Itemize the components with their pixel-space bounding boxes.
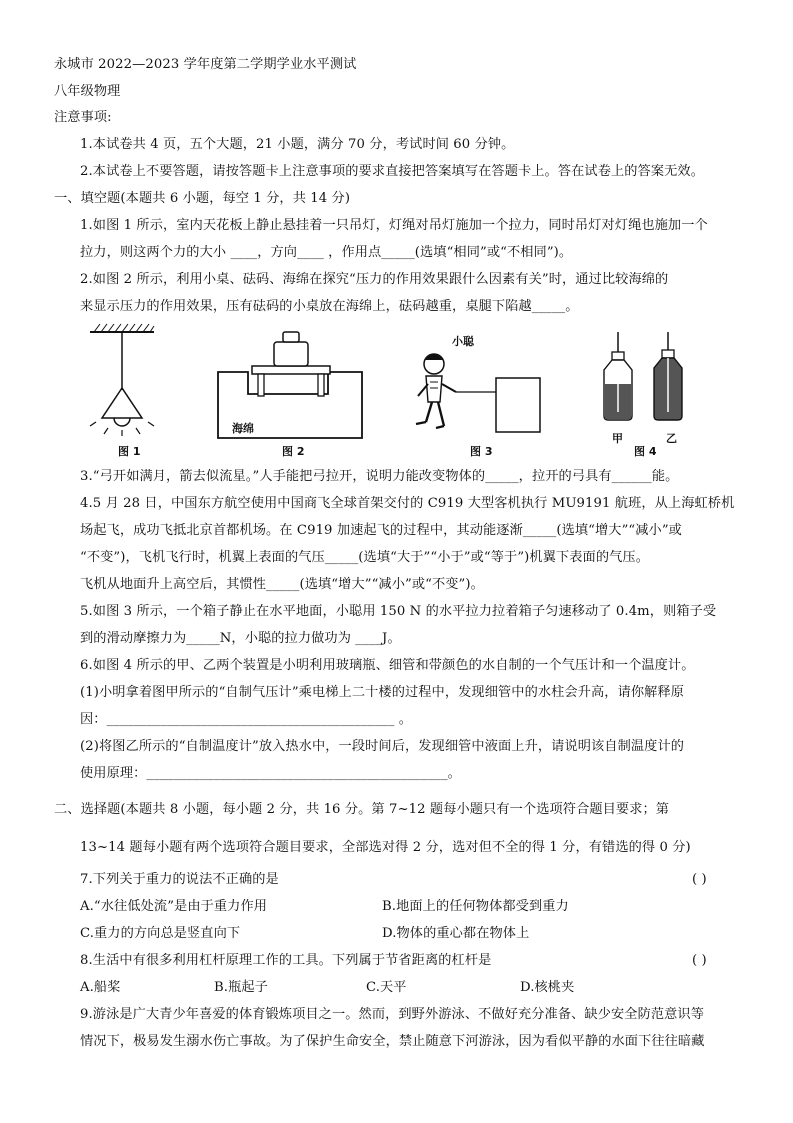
exam-title: 永城市 2022—2023 学年度第二学期学业水平测试 xyxy=(54,57,357,72)
figure3-caption: 图 3 xyxy=(470,445,493,458)
q1-line1: 1.如图 1 所示，室内天花板上静止悬挂着一只吊灯，灯绳对吊灯施加一个拉力，同时吊灯对灯绳也施加一个 xyxy=(80,218,708,233)
q5-line1: 5.如图 3 所示，一个箱子静止在水平地面，小聪用 150 N 的水平拉力拉着箱子匀速移动了 0.4m，则箱子受 xyxy=(80,604,717,619)
q8-option-b: B.瓶起子 xyxy=(214,980,268,995)
q6-1-line2: 因：___________________________________________ 。 xyxy=(80,712,412,727)
bottle-yi-label: 乙 xyxy=(666,432,677,445)
q8-stem: 8.生活中有很多利用杠杆原理工作的工具。下列属于节省距离的杠杆是 xyxy=(80,953,492,968)
q7-answer-bracket: ( ) xyxy=(692,872,707,887)
section2-title-line2: 13~14 题每小题有两个选项符合题目要求，全部选对得 2 分，选对但不全的得 1 分，有错选的得 0 分) xyxy=(80,840,691,855)
q7-option-d: D.物体的重心都在物体上 xyxy=(382,926,530,941)
q8-option-d: D.核桃夹 xyxy=(520,980,575,995)
q9-line1: 9.游泳是广大青少年喜爱的体育锻炼项目之一。然而，到野外游泳、不做好充分准备、缺少安全防范意识等 xyxy=(80,1007,705,1022)
note-1: 1.本试卷共 4 页，五个大题，21 小题，满分 70 分，考试时间 60 分钟。 xyxy=(80,137,515,152)
q8-option-a: A.船桨 xyxy=(80,980,121,995)
q6-1-line1: (1)小明拿着图甲所示的“自制气压计”乘电梯上二十楼的过程中，发现细管中的水柱会升高，请你解释原 xyxy=(80,685,685,700)
boy-label: 小聪 xyxy=(452,335,474,348)
figure3-boy-box-diagram xyxy=(408,340,548,440)
notes-title: 注意事项: xyxy=(54,110,112,125)
figure4-caption: 图 4 xyxy=(634,445,657,458)
section1-title: 一、填空题(本题共 6 小题，每空 1 分，共 14 分) xyxy=(54,191,351,206)
q2-line2: 来显示压力的作用效果，压有砝码的小桌放在海绵上，砝码越重，桌腿下陷越_____。 xyxy=(80,299,579,314)
q1-line2: 拉力，则这两个力的大小 ____，方向____ ，作用点_____(选填“相同”或“不相同”)。 xyxy=(80,245,573,260)
q2-line1: 2.如图 2 所示，利用小桌、砝码、海绵在探究“压力的作用效果跟什么因素有关”时，通过比较海绵的 xyxy=(80,272,669,287)
q4-line1: 4.5 月 28 日，中国东方航空使用中国商飞全球首架交付的 C919 大型客机执行 MU9191 航班，从上海虹桥机 xyxy=(80,496,735,511)
sponge-label: 海绵 xyxy=(232,422,254,435)
q6-2-line2: 使用原理：_____________________________________________。 xyxy=(80,766,461,781)
q7-option-c: C.重力的方向总是竖直向下 xyxy=(80,926,241,941)
q7-option-b: B.地面上的任何物体都受到重力 xyxy=(382,899,569,914)
note-2: 2.本试卷上不要答题，请按答题卡上注意事项的要求直接把答案填写在答题卡上。答在试卷上的答案无效。 xyxy=(80,164,705,179)
q7-stem: 7.下列关于重力的说法不正确的是 xyxy=(80,872,279,887)
figure1-lamp-diagram xyxy=(88,322,158,437)
q8-option-c: C.天平 xyxy=(366,980,407,995)
subject-line: 八年级物理 xyxy=(54,84,121,99)
figure1-caption: 图 1 xyxy=(118,445,141,458)
bottle-jia-label: 甲 xyxy=(612,432,623,445)
q8-answer-bracket: ( ) xyxy=(692,953,707,968)
q6-2-line1: (2)将图乙所示的“自制温度计”放入热水中，一段时间后，发现细管中液面上升，请说明该自制温度计的 xyxy=(80,739,685,754)
section2-title-line1: 二、选择题(本题共 8 小题，每小题 2 分，共 16 分。第 7~12 题每小题只有一个选项符合题目要求；第 xyxy=(54,802,670,817)
q4-line2: 场起飞，成功飞抵北京首都机场。在 C919 加速起飞的过程中，其动能逐渐_____(选填“增大”“减小”或 xyxy=(80,523,682,538)
q3-line: 3.“弓开如满月，箭去似流星。”人手能把弓拉开，说明力能改变物体的_____，拉开的弓具有______能。 xyxy=(80,469,679,484)
q4-line4: 飞机从地面升上高空后，其惯性_____(选填“增大”“减小”或“不变”)。 xyxy=(80,577,484,592)
q6-line1: 6.如图 4 所示的甲、乙两个装置是小明利用玻璃瓶、细管和带颜色的水自制的一个气压计和一个温度计。 xyxy=(80,658,695,673)
figure4-bottles-diagram xyxy=(594,328,698,430)
q7-option-a: A.“水往低处流”是由于重力作用 xyxy=(80,899,268,914)
q4-line3: “不变”)，飞机飞行时，机翼上表面的气压_____(选填“大于”“小于”或“等于”)机翼下表面的气压。 xyxy=(80,550,649,565)
figure2-caption: 图 2 xyxy=(282,445,305,458)
q5-line2: 到的滑动摩擦力为_____N，小聪的拉力做功为 ____J。 xyxy=(80,631,401,646)
q9-line2: 情况下，极易发生溺水伤亡事故。为了保护生命安全，禁止随意下河游泳，因为看似平静的水面下往往暗藏 xyxy=(80,1034,705,1049)
